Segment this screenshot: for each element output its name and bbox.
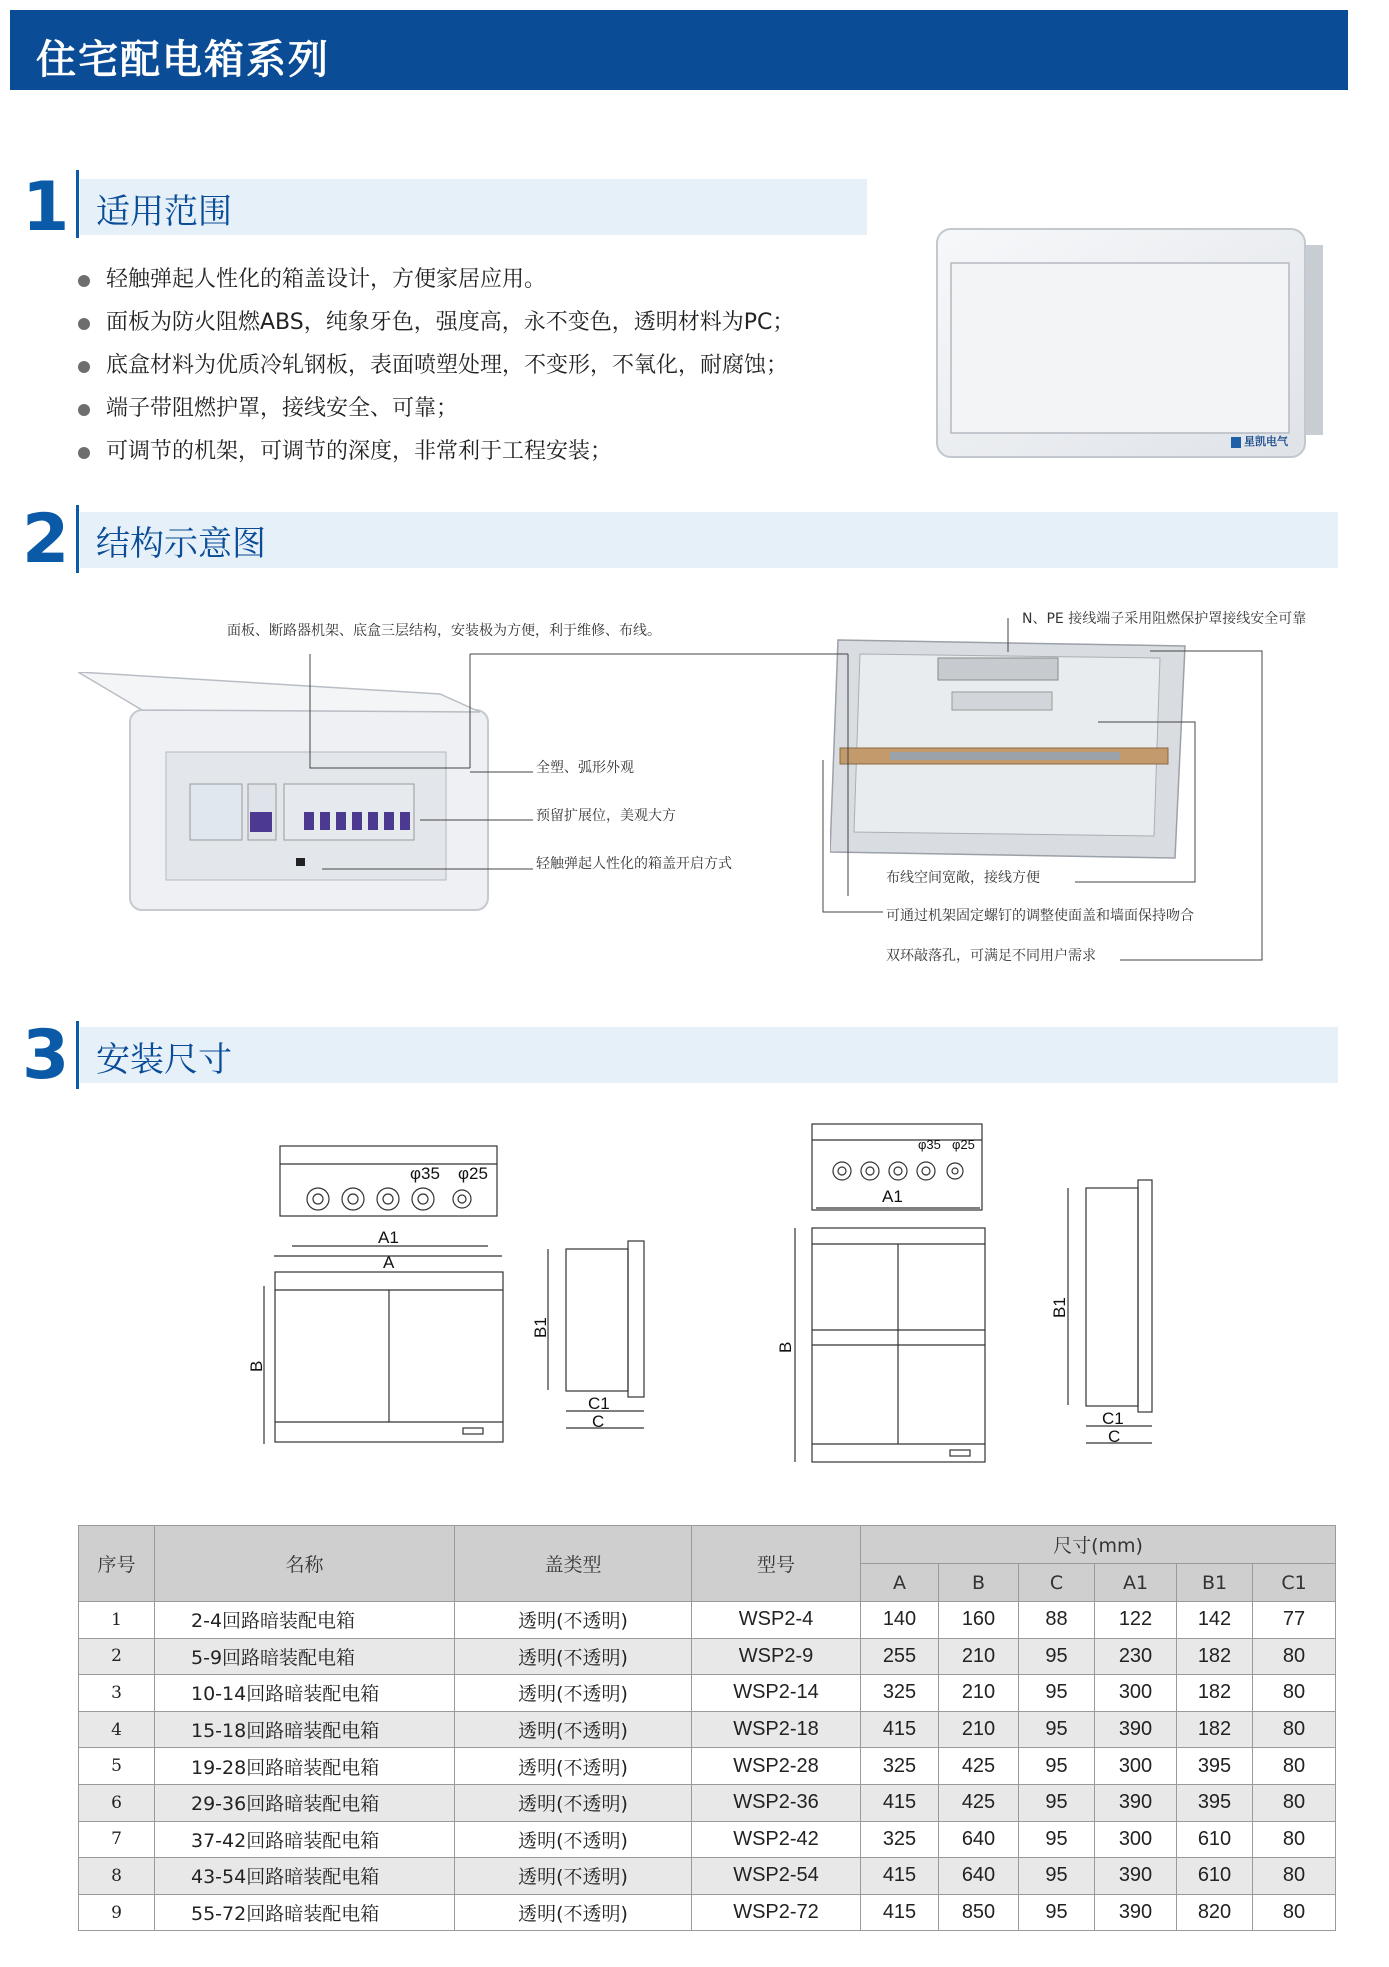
note-right-1: 布线空间宽敞，接线方便 [886, 870, 1040, 886]
cell-name: 55-72回路暗装配电箱 [155, 1894, 455, 1931]
table-row [79, 1894, 1336, 1931]
cell-a1: 300 [1095, 1748, 1177, 1785]
feature-item: 面板为防火阻燃ABS，纯象牙色，强度高，永不变色，透明材料为PC； [78, 308, 794, 351]
cell-a1: 122 [1095, 1602, 1177, 1639]
cell-b1: 142 [1177, 1602, 1253, 1639]
label-phi35: φ35 [918, 1137, 941, 1152]
cell-c: 95 [1019, 1784, 1095, 1821]
section-3-number: 3 [22, 1016, 70, 1095]
page-title: 住宅配电箱系列 [36, 37, 330, 83]
cell-c: 95 [1019, 1894, 1095, 1931]
cell-a1: 300 [1095, 1675, 1177, 1712]
label-a1: A1 [378, 1228, 399, 1247]
label-phi35: φ35 [410, 1164, 440, 1183]
table-row [79, 1821, 1336, 1858]
cell-a: 255 [861, 1638, 939, 1675]
cell-index: 5 [79, 1748, 155, 1785]
cell-a1: 390 [1095, 1784, 1177, 1821]
cell-index: 3 [79, 1675, 155, 1712]
note-structure: 面板、断路器机架、底盒三层结构，安装极为方便，利于维修、布线。 [227, 623, 661, 639]
header-a: A [861, 1564, 939, 1602]
label-a: A [383, 1253, 395, 1272]
table-row [79, 1638, 1336, 1675]
label-b1: B1 [1050, 1297, 1069, 1318]
cell-name: 19-28回路暗装配电箱 [155, 1748, 455, 1785]
label-phi25: φ25 [952, 1137, 975, 1152]
note-right-2: 可通过机架固定螺钉的调整使面盖和墙面保持吻合 [886, 908, 1194, 924]
feature-item: 可调节的机架，可调节的深度，非常利于工程安装； [78, 437, 794, 480]
cell-index: 9 [79, 1894, 155, 1931]
cell-b1: 182 [1177, 1675, 1253, 1712]
cell-a1: 300 [1095, 1821, 1177, 1858]
cell-c: 95 [1019, 1821, 1095, 1858]
cell-b: 210 [939, 1675, 1019, 1712]
cell-c: 95 [1019, 1858, 1095, 1895]
feature-item: 底盒材料为优质冷轧钢板，表面喷塑处理，不变形，不氧化，耐腐蚀； [78, 351, 794, 394]
cell-cover: 透明(不透明) [455, 1711, 692, 1748]
cell-name: 37-42回路暗装配电箱 [155, 1821, 455, 1858]
cell-b1: 610 [1177, 1858, 1253, 1895]
cell-a1: 390 [1095, 1711, 1177, 1748]
header-a1: A1 [1095, 1564, 1177, 1602]
cell-model: WSP2-18 [692, 1711, 861, 1748]
cell-a: 325 [861, 1821, 939, 1858]
cell-c1: 80 [1253, 1675, 1336, 1712]
cell-c1: 80 [1253, 1748, 1336, 1785]
label-c1: C1 [588, 1394, 610, 1413]
label-a1: A1 [882, 1187, 903, 1206]
cell-name: 5-9回路暗装配电箱 [155, 1638, 455, 1675]
cell-b1: 182 [1177, 1638, 1253, 1675]
cell-model: WSP2-4 [692, 1602, 861, 1639]
header-b1: B1 [1177, 1564, 1253, 1602]
cell-b: 640 [939, 1821, 1019, 1858]
cell-c: 95 [1019, 1638, 1095, 1675]
cell-index: 6 [79, 1784, 155, 1821]
cell-c: 95 [1019, 1675, 1095, 1712]
cell-a1: 390 [1095, 1858, 1177, 1895]
cell-c1: 80 [1253, 1784, 1336, 1821]
feature-item: 端子带阻燃护罩，接线安全、可靠； [78, 394, 794, 437]
cell-c: 88 [1019, 1602, 1095, 1639]
cell-cover: 透明(不透明) [455, 1602, 692, 1639]
cell-c1: 80 [1253, 1638, 1336, 1675]
header-index: 序号 [79, 1526, 155, 1602]
section-1-number: 1 [22, 168, 70, 247]
header-cover: 盖类型 [455, 1526, 692, 1602]
header-size: 尺寸(mm) [861, 1526, 1336, 1564]
cell-b: 640 [939, 1858, 1019, 1895]
note-left-1: 全塑、弧形外观 [536, 760, 634, 776]
product-logo: 星凯电气 [1244, 435, 1288, 448]
cell-model: WSP2-14 [692, 1675, 861, 1712]
cell-a: 415 [861, 1894, 939, 1931]
cell-model: WSP2-28 [692, 1748, 861, 1785]
table-row [79, 1675, 1336, 1712]
cell-c1: 80 [1253, 1858, 1336, 1895]
note-right-3: 双环敲落孔，可满足不同用户需求 [886, 948, 1096, 964]
cell-name: 2-4回路暗装配电箱 [155, 1602, 455, 1639]
cell-cover: 透明(不透明) [455, 1858, 692, 1895]
table-row [79, 1602, 1336, 1639]
cell-index: 2 [79, 1638, 155, 1675]
feature-item: 轻触弹起人性化的箱盖设计，方便家居应用。 [78, 265, 794, 308]
cell-b1: 610 [1177, 1821, 1253, 1858]
cell-name: 10-14回路暗装配电箱 [155, 1675, 455, 1712]
cell-c: 95 [1019, 1748, 1095, 1785]
label-b: B [247, 1360, 266, 1372]
cell-a1: 230 [1095, 1638, 1177, 1675]
cell-c1: 80 [1253, 1711, 1336, 1748]
label-c1: C1 [1102, 1409, 1124, 1428]
note-terminal: N、PE 接线端子采用阻燃保护罩接线安全可靠 [1022, 611, 1307, 627]
cell-a: 415 [861, 1858, 939, 1895]
cell-cover: 透明(不透明) [455, 1638, 692, 1675]
header-name: 名称 [155, 1526, 455, 1602]
cell-index: 8 [79, 1858, 155, 1895]
cell-b1: 395 [1177, 1748, 1253, 1785]
cell-cover: 透明(不透明) [455, 1784, 692, 1821]
cell-cover: 透明(不透明) [455, 1748, 692, 1785]
label-phi25: φ25 [458, 1164, 488, 1183]
cell-index: 7 [79, 1821, 155, 1858]
note-left-2: 预留扩展位，美观大方 [536, 808, 676, 824]
cell-cover: 透明(不透明) [455, 1894, 692, 1931]
cell-a: 325 [861, 1675, 939, 1712]
label-b1: B1 [531, 1317, 550, 1338]
cell-a: 415 [861, 1711, 939, 1748]
cell-model: WSP2-54 [692, 1858, 861, 1895]
header-model: 型号 [692, 1526, 861, 1602]
section-1-title: 适用范围 [96, 192, 232, 232]
cell-index: 4 [79, 1711, 155, 1748]
cell-a: 325 [861, 1748, 939, 1785]
cell-c1: 80 [1253, 1821, 1336, 1858]
cell-b: 160 [939, 1602, 1019, 1639]
cell-a: 415 [861, 1784, 939, 1821]
cell-c1: 77 [1253, 1602, 1336, 1639]
header-c: C [1019, 1564, 1095, 1602]
cell-model: WSP2-72 [692, 1894, 861, 1931]
label-b: B [776, 1341, 795, 1353]
cell-c1: 80 [1253, 1894, 1336, 1931]
cell-b: 210 [939, 1711, 1019, 1748]
cell-b1: 182 [1177, 1711, 1253, 1748]
cell-index: 1 [79, 1602, 155, 1639]
cell-b: 210 [939, 1638, 1019, 1675]
table-row [79, 1858, 1336, 1895]
cell-model: WSP2-42 [692, 1821, 861, 1858]
cell-cover: 透明(不透明) [455, 1821, 692, 1858]
label-c: C [1108, 1427, 1121, 1446]
cell-c: 95 [1019, 1711, 1095, 1748]
cell-a1: 390 [1095, 1894, 1177, 1931]
header-c1: C1 [1253, 1564, 1336, 1602]
cell-b1: 395 [1177, 1784, 1253, 1821]
cell-model: WSP2-36 [692, 1784, 861, 1821]
cell-name: 15-18回路暗装配电箱 [155, 1711, 455, 1748]
cell-model: WSP2-9 [692, 1638, 861, 1675]
cell-b: 850 [939, 1894, 1019, 1931]
cell-b: 425 [939, 1748, 1019, 1785]
table-row [79, 1748, 1336, 1785]
cell-a: 140 [861, 1602, 939, 1639]
section-2-title: 结构示意图 [96, 524, 266, 564]
table-row [79, 1784, 1336, 1821]
cell-b1: 820 [1177, 1894, 1253, 1931]
cell-cover: 透明(不透明) [455, 1675, 692, 1712]
spec-table [78, 1525, 1336, 1931]
spec-table-body [79, 1602, 1336, 1931]
table-row [79, 1711, 1336, 1748]
header-b: B [939, 1564, 1019, 1602]
note-left-3: 轻触弹起人性化的箱盖开启方式 [536, 856, 732, 872]
cell-name: 29-36回路暗装配电箱 [155, 1784, 455, 1821]
cell-b: 425 [939, 1784, 1019, 1821]
label-c: C [592, 1412, 605, 1431]
section-2-number: 2 [22, 500, 70, 579]
cell-name: 43-54回路暗装配电箱 [155, 1858, 455, 1895]
section-3-title: 安装尺寸 [96, 1040, 232, 1080]
